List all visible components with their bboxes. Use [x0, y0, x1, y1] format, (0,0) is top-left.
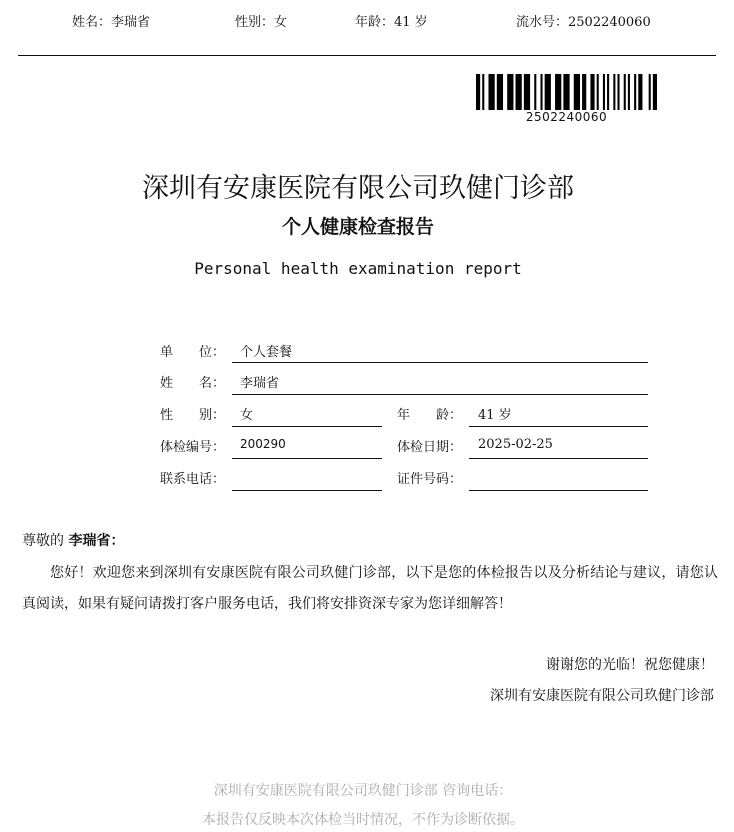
unit-label: 单 位：	[160, 345, 226, 360]
sex-value: 女	[240, 408, 254, 423]
age-underline	[469, 426, 648, 427]
name-label: 姓 名：	[160, 376, 226, 391]
header-name: 姓名：李瑞省	[72, 15, 151, 30]
unit-value: 个人套餐	[240, 345, 293, 360]
footer-contact: 深圳有安康医院有限公司玖健门诊部 咨询电话：	[213, 783, 513, 799]
barcode-image	[476, 74, 657, 110]
report-title: 个人健康检查报告	[281, 216, 434, 238]
exam-no-label: 体检编号：	[160, 440, 226, 455]
signature: 深圳有安康医院有限公司玖健门诊部	[490, 688, 714, 704]
footer-disclaimer: 本报告仅反映本次体检当时情况，不作为诊断依据。	[202, 812, 524, 828]
exam-date-underline	[469, 458, 648, 459]
letter-body: 您好！欢迎您来到深圳有安康医院有限公司玖健门诊部，以下是您的体检报告以及分析结论与建议，请您认真阅读，如果有疑问请拨打客户服务电话，我们将安排资深专家为您详细解答！	[22, 565, 718, 612]
phone-underline	[232, 490, 382, 491]
header-divider	[18, 55, 716, 56]
report-title-english: Personal health examination report	[194, 259, 522, 278]
id-no-underline	[469, 490, 648, 491]
greeting-prefix: 尊敬的	[22, 533, 64, 549]
exam-date-label: 体检日期：	[397, 440, 463, 455]
name-underline	[232, 394, 648, 395]
barcode-number: 2502240060	[525, 110, 608, 124]
sex-underline	[232, 426, 382, 427]
header-sex: 性别：女	[235, 15, 288, 30]
name-value: 李瑞省	[240, 376, 280, 391]
greeting-name: 李瑞省：	[68, 533, 125, 549]
id-no-label: 证件号码：	[397, 472, 463, 487]
age-value: 41 岁	[478, 408, 512, 423]
thanks-line: 谢谢您的光临！祝您健康！	[546, 657, 714, 673]
header-serial: 流水号：2502240060	[516, 15, 651, 30]
age-label: 年 龄：	[397, 408, 463, 423]
unit-underline	[232, 362, 648, 363]
sex-label: 性 别：	[160, 408, 226, 423]
clinic-title: 深圳有安康医院有限公司玖健门诊部	[142, 173, 574, 204]
exam-no-value: 200290	[240, 437, 286, 451]
greeting	[22, 530, 124, 550]
exam-no-underline	[232, 458, 382, 459]
exam-date-value: 2025-02-25	[478, 437, 553, 452]
header-age: 年龄：41 岁	[355, 15, 428, 30]
phone-label: 联系电话：	[160, 472, 226, 487]
